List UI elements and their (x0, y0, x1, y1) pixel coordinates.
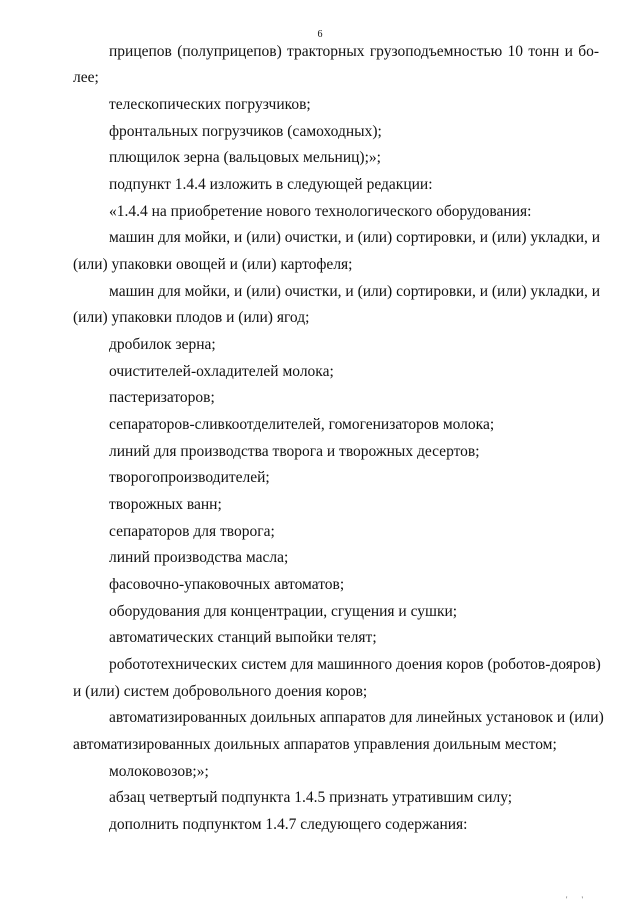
text-line: (или) упаковки овощей и (или) картофеля; (73, 256, 353, 273)
text-line: оборудования для концентрации, сгущения и сушки; (109, 603, 458, 620)
text-line: плющилок зерна (вальцовых мельниц);»; (109, 149, 381, 166)
text-line: молоковозов;»; (109, 763, 209, 780)
text-line: дополнить подпунктом 1.4.7 следующего содержания: (109, 816, 468, 833)
text-line: фасовочно-упаковочных автоматов; (109, 576, 345, 593)
text-line: творогопроизводителей; (109, 469, 270, 486)
text-line: очистителей-охладителей молока; (109, 363, 334, 380)
text-line: дробилок зерна; (109, 336, 216, 353)
text-line: машин для мойки, и (или) очистки, и (или) сортировки, и (или) укладки, и (109, 229, 601, 246)
text-line: автоматических станций выпойки телят; (109, 629, 377, 646)
text-line: робототехнических систем для машинного доения коров (роботов-дояров) (109, 656, 601, 673)
text-line: фронтальных погрузчиков (самоходных); (109, 123, 382, 140)
text-line: машин для мойки, и (или) очистки, и (или) сортировки, и (или) укладки, и (109, 283, 601, 300)
text-line: линий производства масла; (109, 549, 289, 566)
text-line: прицепов (полуприцепов) тракторных грузоподъемностью 10 тонн и бо- (109, 43, 599, 60)
text-line: «1.4.4 на приобретение нового технологического оборудования: (109, 203, 532, 220)
text-line: творожных ванн; (109, 496, 222, 513)
text-line: сепараторов-сливкоотделителей, гомогенизаторов молока; (109, 416, 495, 433)
text-line: автоматизированных доильных аппаратов для линейных установок и (или) (109, 709, 604, 726)
text-line: и (или) систем добровольного доения коров; (73, 683, 368, 700)
text-line: телескопических погрузчиков; (109, 96, 311, 113)
footer-mark: ' ' (566, 895, 589, 904)
page-number: 6 (317, 29, 323, 40)
text-line: пастеризаторов; (109, 389, 215, 406)
text-line: абзац четвертый подпункта 1.4.5 признать утратившим силу; (109, 789, 513, 806)
text-line: сепараторов для творога; (109, 523, 275, 540)
text-line: автоматизированных доильных аппаратов управления доильным местом; (73, 736, 557, 753)
text-line: подпункт 1.4.4 изложить в следующей редакции: (109, 176, 433, 193)
text-line: лее; (73, 69, 99, 86)
text-line: (или) упаковки плодов и (или) ягод; (73, 309, 310, 326)
text-line: линий для производства творога и творожных десертов; (109, 443, 480, 460)
